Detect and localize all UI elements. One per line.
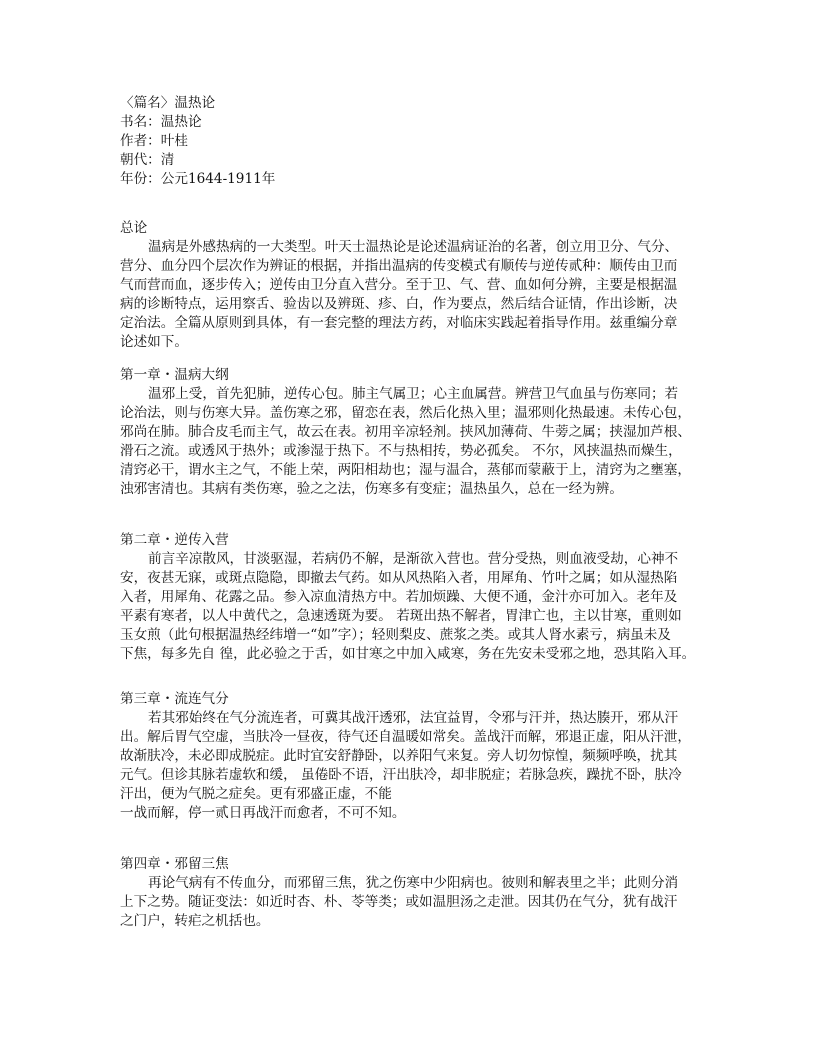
section-heading: 第二章・逆传入营	[120, 532, 229, 548]
paragraph-line: 安，夜甚无寐，或斑点隐隐，即撤去气药。如从风热陷入者，用犀角、竹叶之属；如从湿热陷	[120, 570, 678, 586]
section-chapter-3	[120, 690, 730, 823]
paragraph-line: 下焦，每多先自 徨，此必验之于舌，如甘寒之中加入咸寒，务在先安未受邪之地，恐其陷入耳。	[120, 646, 696, 662]
section-heading: 第三章・流连气分	[120, 691, 229, 707]
document-header	[120, 94, 730, 189]
paragraph-line: 平素有寒者，以人中黄代之，急速透斑为要。 若斑出热不解者，胃津亡也，主以甘寒，重则如	[120, 608, 682, 624]
paragraph-line: 入者，用犀角、花露之品。参入凉血清热方中。若加烦躁、大便不通，金汁亦可加入。老年及	[120, 589, 678, 605]
paragraph-line: 清窍必干，谓水主之气，不能上荣，两阳相劫也；湿与温合，蒸郁而蒙蔽于上，清窍为之壅塞，	[120, 462, 691, 478]
metadata-line: 年份：公元1644-1911年	[120, 171, 276, 187]
paragraph-line: 若其邪始终在气分流连者，可冀其战汗透邪，法宜益胃，令邪与汗并，热达腠开，邪从汗	[148, 710, 679, 726]
paragraph-line: 前言辛凉散风，甘淡驱湿，若病仍不解，是渐欲入营也。营分受热，则血液受劫，心神不	[148, 551, 679, 567]
section-heading: 第四章・邪留三焦	[120, 856, 229, 872]
paragraph-line: 上下之势。随证变法：如近时杏、朴、苓等类；或如温胆汤之走泄。因其仍在气分，犹有战汗	[120, 894, 678, 910]
paragraph-line: 再论气病有不传血分，而邪留三焦，犹之伤寒中少阳病也。彼则和解表里之半；此则分消	[148, 875, 679, 891]
paragraph-line: 之门户，转疟之机括也。	[120, 913, 270, 929]
metadata-line: 作者：叶桂	[120, 133, 188, 149]
paragraph-line: 邪尚在肺。肺合皮毛而主气，故云在表。初用辛凉轻剂。挟风加薄荷、牛蒡之属；挟湿加芦根、	[120, 424, 691, 440]
section-chapter-4	[120, 855, 730, 931]
metadata-line: 书名：温热论	[120, 114, 202, 130]
paragraph-line: 气而营而血，逐步传入；逆传由卫分直入营分。至于卫、气、营、血如何分辨，主要是根据温	[120, 277, 678, 293]
paragraph-line: 故渐肤冷，未必即成脱症。此时宜安舒静卧，以养阳气来复。旁人切勿惊惶，频频呼唤，扰其	[120, 748, 678, 764]
metadata-line: 朝代：清	[120, 152, 175, 168]
paragraph-line: 玉女煎（此句根据温热经纬增一“如”字）；轻则梨皮、蔗浆之类。或其人肾水素亏，病虽未及	[120, 627, 671, 643]
section-chapter-2	[120, 531, 730, 664]
paragraph-line: 病的诊断特点，运用察舌、验齿以及辨斑、疹、白，作为要点，然后结合证情，作出诊断，决	[120, 296, 678, 312]
section-heading: 总论	[120, 220, 148, 236]
paragraph-line: 论述如下。	[120, 334, 188, 350]
paragraph-line: 温病是外感热病的一大类型。叶天士温热论是论述温病证治的名著，创立用卫分、气分、	[148, 239, 679, 255]
paragraph-line: 浊邪害清也。其病有类伤寒，验之之法，伤寒多有变症；温热虽久，总在一经为辨。	[120, 481, 623, 497]
paragraph-line: 出。解后胃气空虚，当肤冷一昼夜，待气还自温暖如常矣。盖战汗而解，邪退正虚，阳从汗泄，	[120, 729, 691, 745]
paragraph-line: 元气。但诊其脉若虚软和缓， 虽倦卧不语，汗出肤冷，却非脱症；若脉急疾，躁扰不卧，肤冷	[120, 767, 682, 783]
paragraph-line: 定治法。全篇从原则到具体，有一套完整的理法方药，对临床实践起着指导作用。兹重编分章	[120, 315, 678, 331]
paragraph-line: 一战而解，停一贰日再战汗而愈者，不可不知。	[120, 805, 406, 821]
section-heading: 第一章・温病大纲	[120, 367, 229, 383]
metadata-line: 〈篇名〉温热论	[120, 95, 216, 111]
section-overview	[120, 219, 730, 352]
section-chapter-1	[120, 366, 730, 499]
paragraph-line: 论治法，则与伤寒大异。盖伤寒之邪，留恋在表，然后化热入里；温邪则化热最速。未传心包，	[120, 405, 691, 421]
paragraph-line: 滑石之流。或透风于热外；或渗湿于热下。不与热相抟，势必孤矣。 不尔，风挟温热而燥生，	[120, 443, 682, 459]
paragraph-line: 营分、血分四个层次作为辨证的根据，并指出温病的传变模式有顺传与逆传贰种：顺传由卫而	[120, 258, 678, 274]
paragraph-line: 温邪上受，首先犯肺，逆传心包。肺主气属卫；心主血属营。辨营卫气血虽与伤寒同；若	[148, 386, 679, 402]
paragraph-line: 汗出，便为气脱之症矣。更有邪盛正虚，不能	[120, 786, 392, 802]
